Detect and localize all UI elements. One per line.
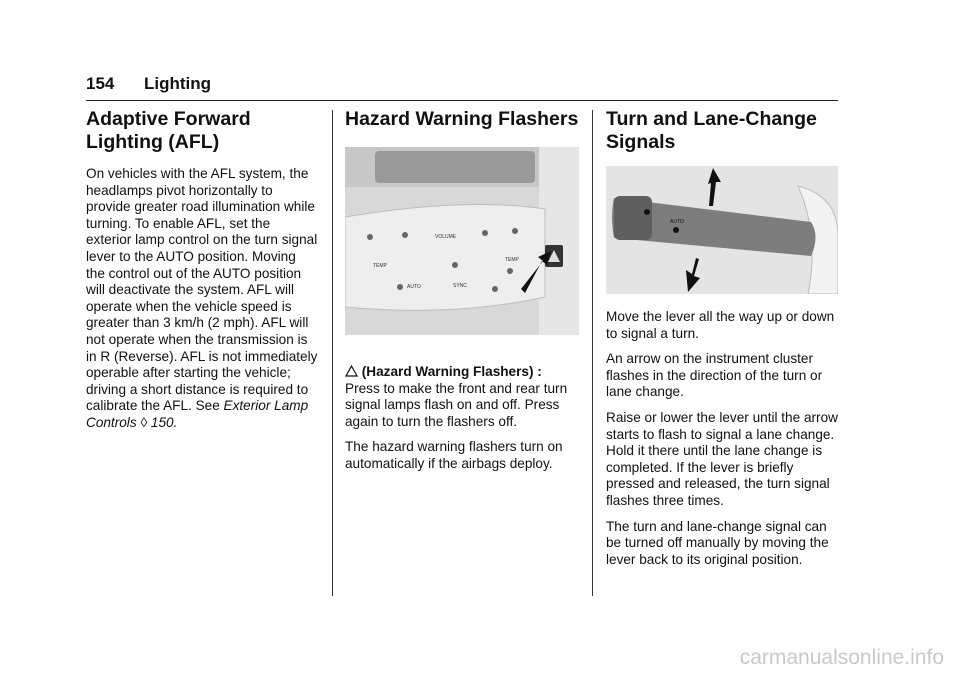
afl-heading: Adaptive Forward Lighting (AFL): [86, 108, 251, 153]
temp-right-label: TEMP: [505, 257, 519, 263]
page-ref-arrow-icon: ◊: [140, 414, 148, 430]
turn-signal-lever-image: [606, 166, 838, 294]
exterior-lamp-link[interactable]: Exterior Lamp Controls ◊ 150.: [86, 398, 309, 430]
hazard-text-1: Press to make the front and rear turn signal lamps flash on and off. Press again to turn the flashers off.: [345, 380, 568, 429]
turn-text-4: The turn and lane-change signal can be turned off manually by moving the lever back to its original position.: [606, 518, 829, 567]
hazard-heading: Hazard Warning Flashers: [345, 108, 579, 130]
turn-column: [606, 108, 838, 577]
turn-heading: Turn and Lane-Change Signals: [606, 108, 817, 153]
page-header: [86, 72, 838, 101]
climate-panel-image: [345, 147, 579, 335]
hazard-text-2: The hazard warning flashers turn on automatically if the airbags deploy.: [345, 439, 563, 471]
auto-label: AUTO: [670, 219, 684, 225]
sync-label: SYNC: [453, 283, 467, 289]
section-title: Lighting: [144, 74, 212, 93]
turn-text-1: Move the lever all the way up or down to signal a turn.: [606, 309, 835, 341]
auto-label: AUTO: [407, 284, 421, 290]
page-number: 154: [86, 74, 115, 93]
temp-left-label: TEMP: [373, 263, 387, 269]
watermark: carmanualsonline.info: [739, 646, 944, 669]
volume-label: VOLUME: [435, 234, 457, 240]
afl-column: [86, 108, 318, 441]
hazard-label-para: [345, 364, 579, 430]
turn-text-3: Raise or lower the lever until the arrow starts to flash to signal a lane change. Hold it there until the lane change is completed. If the lever is briefly pressed and released, the turn signal flashes three times.: [606, 409, 838, 508]
afl-body: On vehicles with the AFL system, the headlamps pivot horizontally to provide greater road illumination while turning. To enable AFL, set the exterior lamp control on the turn signal lever to the AUTO position. Moving the control out of the AUTO position will deactivate the system. AFL will operate when the vehicle speed is greater than 3 km/h (2 mph). AFL will not operate when the transmission is in R (Reverse). AFL is not immediately operable after starting the vehicle; driving a short distance is required to calibrate the AFL. See Exterior Lamp Controls ◊ 150.: [86, 166, 318, 430]
hazard-label: (Hazard Warning Flashers) :: [361, 364, 542, 379]
column-divider-2: [592, 110, 593, 596]
column-divider-1: [332, 110, 333, 596]
hazard-column: [345, 108, 579, 482]
turn-text-2: An arrow on the instrument cluster flashes in the direction of the turn or lane change.: [606, 351, 823, 400]
hazard-triangle-icon: [345, 365, 358, 377]
